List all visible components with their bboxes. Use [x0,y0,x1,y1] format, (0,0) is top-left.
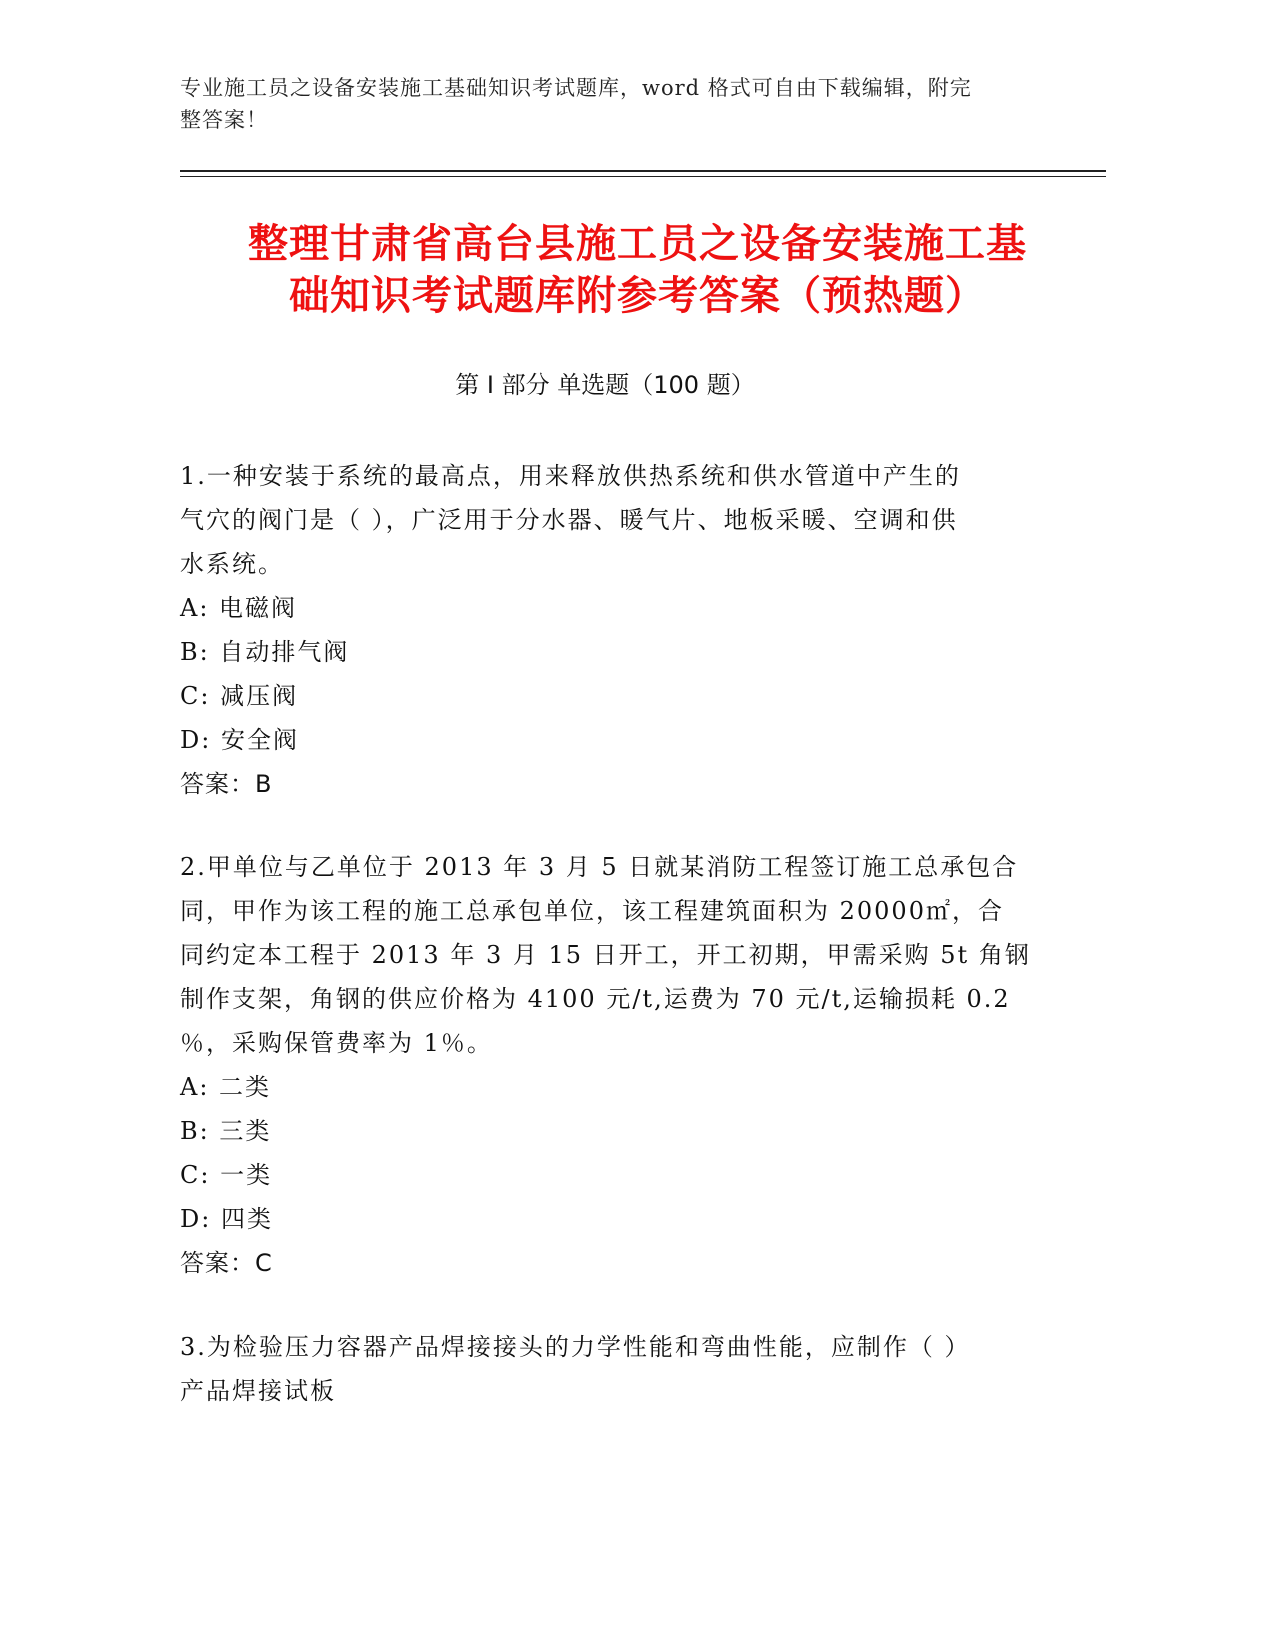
option-d: D: 安全阀 [180,726,299,754]
question-stem-line: 气穴的阀门是（ ），广泛用于分水器、暖气片、地板采暖、空调和供 [180,506,958,534]
option-d: D: 四类 [180,1205,273,1233]
header-note-line: 整答案！ [180,108,268,132]
document-title-line: 整理甘肃省高台县施工员之设备安装施工基 [248,221,1027,267]
option-a: A: 二类 [180,1073,272,1101]
option-c: C: 减压阀 [180,682,299,710]
header-divider-thin [180,176,1106,177]
question-stem [180,845,1040,1065]
question-stem-line: 制作支架，角钢的供应价格为 4100 元/t,运费为 70 元/t,运输损耗 0.2 [180,985,1011,1013]
question-stem [180,454,1040,586]
section-heading: 第 I 部分 单选题（100 题） [455,371,755,399]
option-a: A: 电磁阀 [180,594,298,622]
document-title-line: 础知识考试题库附参考答案（预热题） [289,273,986,319]
header-note-line: 专业施工员之设备安装施工基础知识考试题库，word 格式可自由下载编辑，附完 [180,76,972,100]
question-stem-line: 3.为检验压力容器产品焊接接头的力学性能和弯曲性能，应制作（ ） [180,1333,971,1361]
header-note [180,72,1030,136]
question-stem-line: 1.一种安装于系统的最高点，用来释放供热系统和供水管道中产生的 [180,462,961,490]
question-stem-line: ％，采购保管费率为 1％。 [180,1029,493,1057]
document-title [150,218,1125,322]
question-stem [180,1325,1040,1413]
option-c: C: 一类 [180,1161,273,1189]
question-2 [180,845,1040,1285]
question-stem-line: 产品焊接试板 [180,1377,336,1405]
answer: 答案：C [180,1249,273,1277]
answer: 答案：B [180,770,273,798]
header-divider-thick [180,170,1106,172]
question-stem-line: 同，甲作为该工程的施工总承包单位，该工程建筑面积为 20000㎡，合 [180,897,1004,925]
question-stem-line: 同约定本工程于 2013 年 3 月 15 日开工，开工初期，甲需采购 5t 角钢 [180,941,1031,969]
question-stem-line: 2.甲单位与乙单位于 2013 年 3 月 5 日就某消防工程签订施工总承包合 [180,853,1019,881]
question-3 [180,1325,1040,1413]
option-b: B: 自动排气阀 [180,638,350,666]
option-b: B: 三类 [180,1117,272,1145]
question-1 [180,454,1040,806]
question-stem-line: 水系统。 [180,550,284,578]
